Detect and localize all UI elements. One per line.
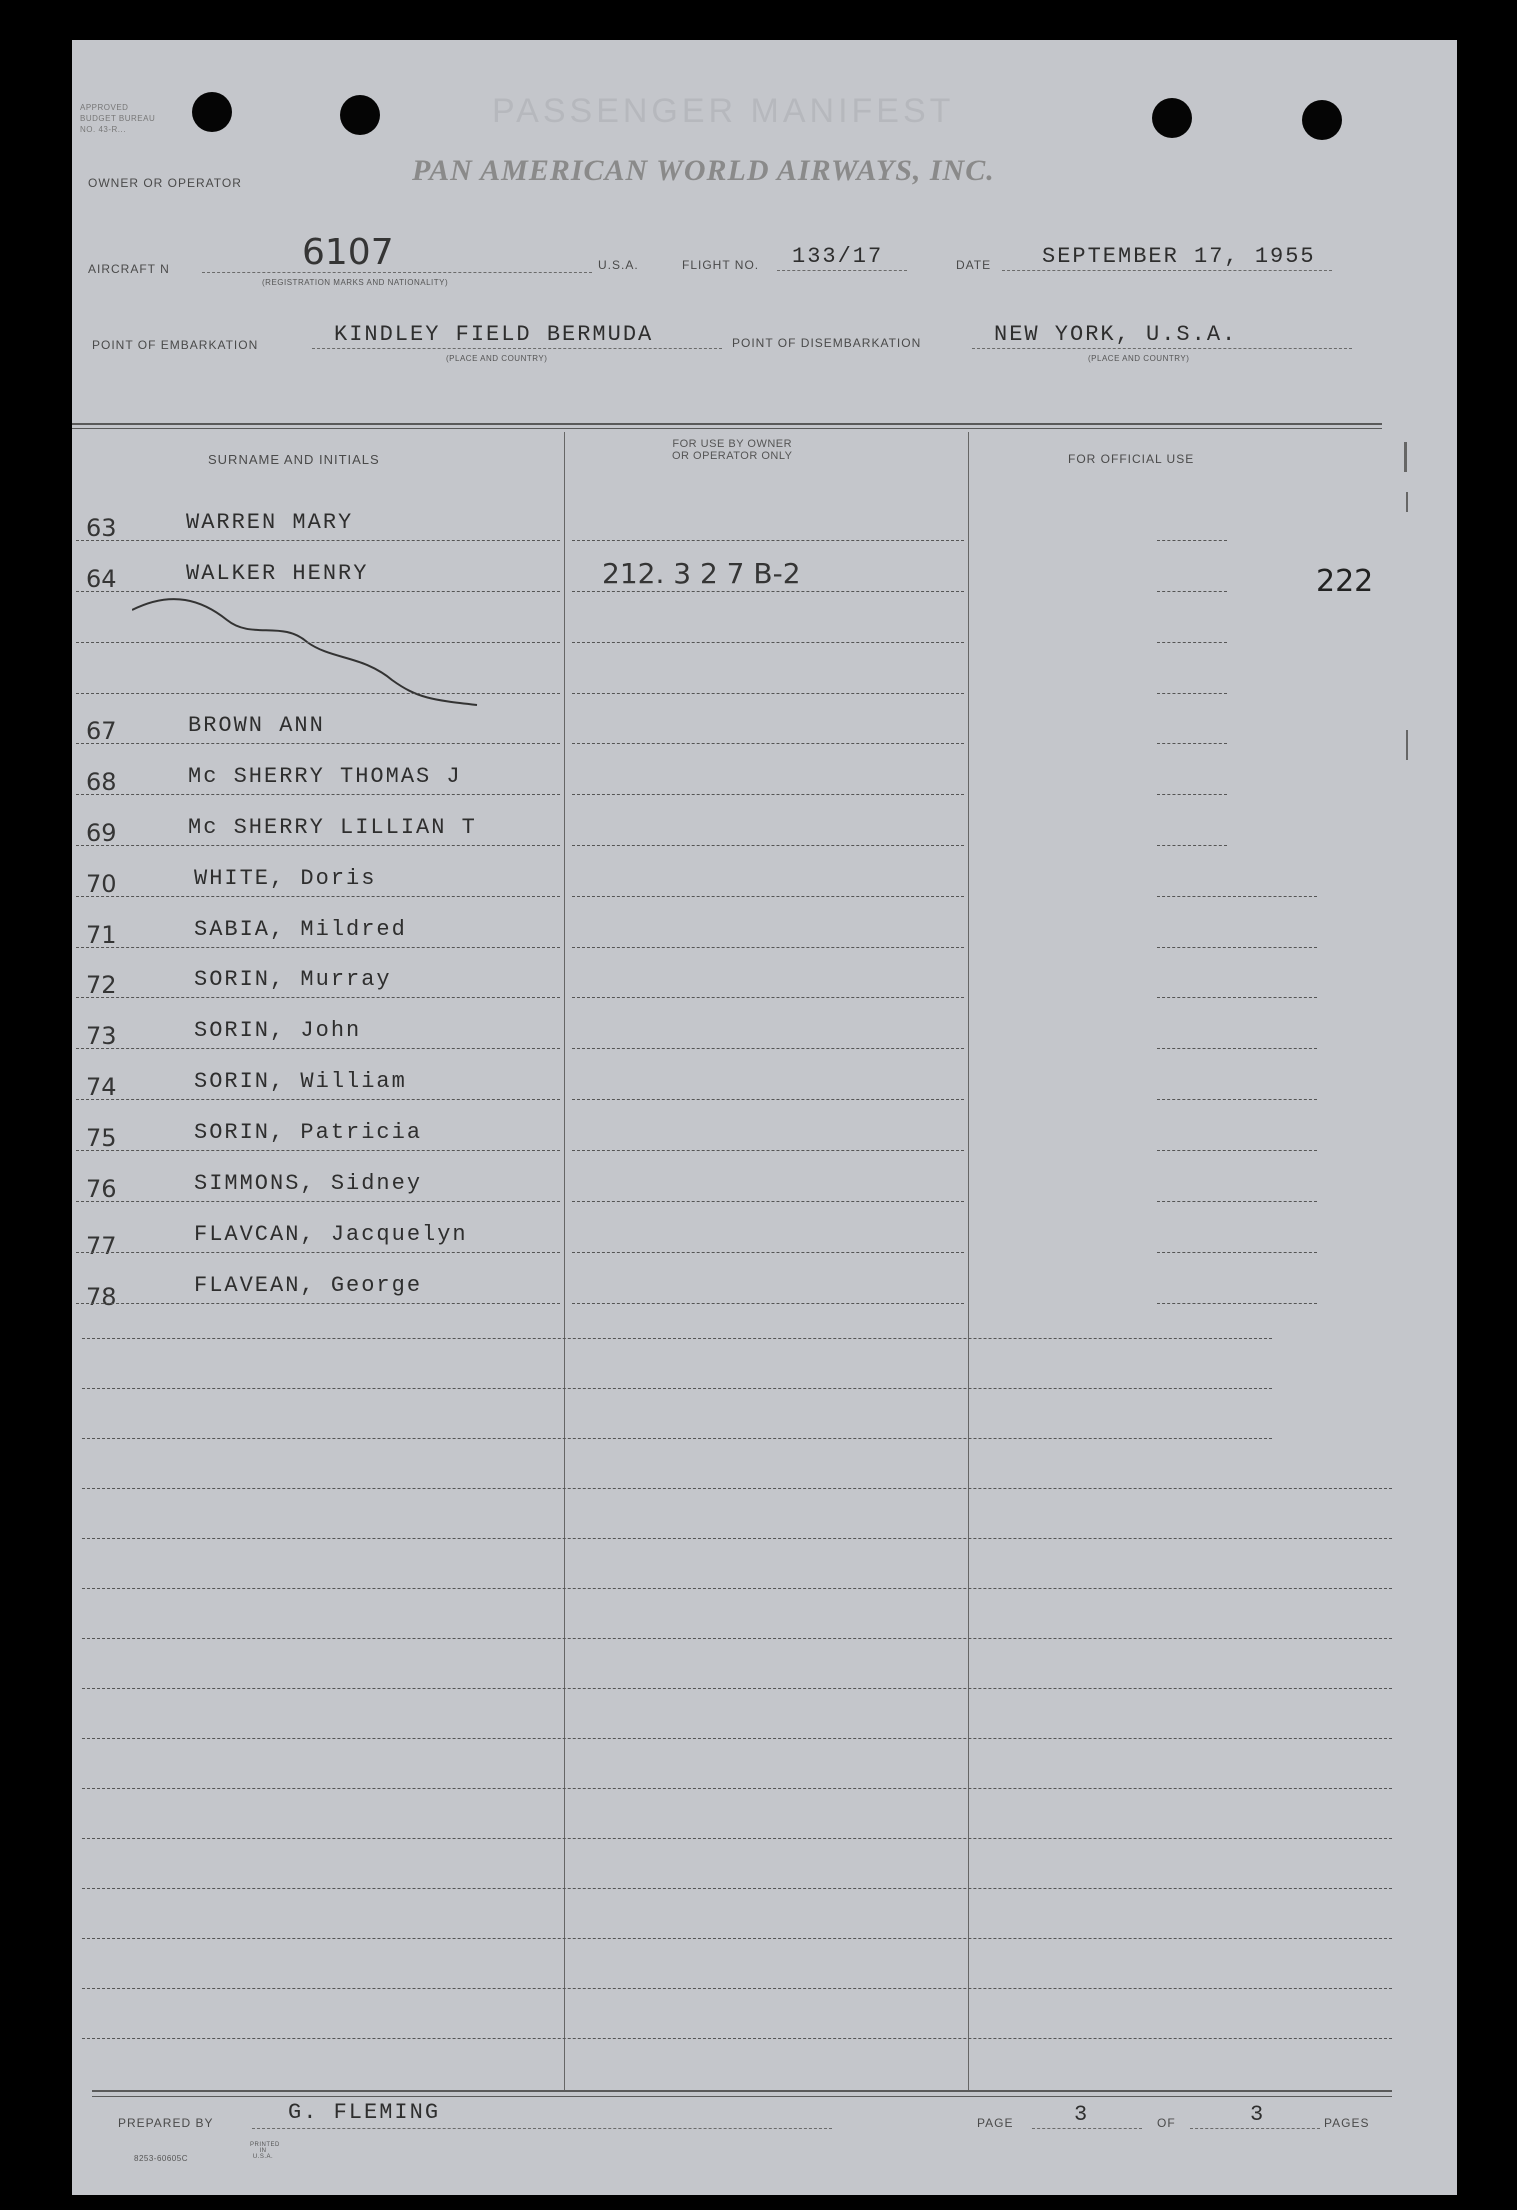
disembarkation-value: NEW YORK, U.S.A. (994, 322, 1238, 347)
passenger-name: SORIN, Murray (194, 967, 392, 992)
approval-stamp: APPROVED BUDGET BUREAU NO. 43-R... (80, 103, 156, 134)
passenger-row (72, 705, 1457, 755)
passenger-name: SORIN, William (194, 1069, 407, 1094)
prepared-value: G. FLEMING (288, 2100, 441, 2125)
passenger-row (72, 655, 1457, 705)
of-label: OF (1157, 2116, 1176, 2130)
flight-value: 133/17 (792, 244, 884, 269)
passenger-row (72, 1214, 1457, 1264)
passenger-name: WHITE, Doris (194, 866, 377, 891)
aircraft-label: AIRCRAFT N (88, 262, 170, 276)
flight-label: FLIGHT NO. (682, 258, 760, 272)
passenger-row (72, 1061, 1457, 1111)
embarkation-value: KINDLEY FIELD BERMUDA (334, 322, 654, 347)
pages-label: PAGES (1324, 2116, 1370, 2130)
passenger-number: 71 (86, 921, 117, 949)
punch-hole (1152, 98, 1192, 138)
embarkation-note: (PLACE AND COUNTRY) (446, 354, 548, 363)
passenger-number: 67 (86, 717, 117, 745)
passenger-number: 75 (86, 1124, 117, 1152)
embarkation-label: POINT OF EMBARKATION (92, 338, 259, 352)
passenger-name: SABIA, Mildred (194, 917, 407, 942)
aircraft-value: 6107 (302, 232, 394, 273)
column-official-use: FOR OFFICIAL USE (1068, 452, 1195, 466)
disembarkation-label: POINT OF DISEMBARKATION (732, 336, 922, 350)
prepared-label: PREPARED BY (118, 2116, 214, 2130)
form-title: PASSENGER MANIFEST (492, 92, 955, 130)
page-value: 3 (1074, 2102, 1090, 2127)
passenger-number: 76 (86, 1175, 117, 1203)
passenger-number: 77 (86, 1232, 117, 1260)
passenger-name: WALKER HENRY (186, 561, 369, 586)
passenger-number: 74 (86, 1073, 117, 1101)
passenger-number: 63 (86, 514, 117, 542)
manifest-sheet (72, 40, 1457, 2195)
registration-note: (REGISTRATION MARKS AND NATIONALITY) (262, 278, 449, 287)
passenger-row (72, 1163, 1457, 1213)
passenger-name: Mc SHERRY THOMAS J (188, 764, 462, 789)
page-label: PAGE (977, 2116, 1014, 2130)
date-value: SEPTEMBER 17, 1955 (1042, 244, 1316, 269)
passenger-row (72, 502, 1457, 552)
passenger-row (72, 959, 1457, 1009)
column-surname: SURNAME AND INITIALS (208, 452, 380, 467)
punch-hole (340, 95, 380, 135)
usa-label: U.S.A. (598, 258, 639, 272)
owner-label: OWNER OR OPERATOR (88, 176, 242, 190)
passenger-number: 70 (86, 870, 117, 898)
passenger-row (72, 909, 1457, 959)
passenger-row (72, 807, 1457, 857)
disembarkation-note: (PLACE AND COUNTRY) (1088, 354, 1190, 363)
passenger-name: SIMMONS, Sidney (194, 1171, 423, 1196)
form-number: 8253-60605C (134, 2154, 188, 2163)
of-value: 3 (1250, 2102, 1266, 2127)
passenger-number: 78 (86, 1283, 117, 1311)
passenger-row (72, 1265, 1457, 1315)
passenger-row (72, 553, 1457, 603)
owner-use-entry: 212. 3 2 7 B-2 (602, 557, 801, 590)
passenger-name: FLAVCAN, Jacquelyn (194, 1222, 468, 1247)
punch-hole (192, 92, 232, 132)
passenger-name: FLAVEAN, George (194, 1273, 423, 1298)
airline-name: PAN AMERICAN WORLD AIRWAYS, INC. (412, 154, 995, 187)
passenger-row (72, 1112, 1457, 1162)
passenger-name: SORIN, John (194, 1018, 362, 1043)
passenger-row (72, 756, 1457, 806)
date-label: DATE (956, 258, 992, 272)
passenger-row (72, 858, 1457, 908)
margin-number: 222 (1316, 564, 1374, 599)
passenger-row (72, 1010, 1457, 1060)
passenger-number: 73 (86, 1022, 117, 1050)
column-owner-use: FOR USE BY OWNER OR OPERATOR ONLY (672, 438, 793, 462)
punch-hole (1302, 100, 1342, 140)
passenger-name: Mc SHERRY LILLIAN T (188, 815, 477, 840)
passenger-number: 68 (86, 768, 117, 796)
passenger-name: BROWN ANN (188, 713, 325, 738)
passenger-number: 72 (86, 971, 117, 999)
printed-note: PRINTED IN U.S.A. (250, 2142, 280, 2160)
passenger-name: WARREN MARY (186, 510, 354, 535)
passenger-name: SORIN, Patricia (194, 1120, 423, 1145)
passenger-number: 69 (86, 819, 117, 847)
passenger-row (72, 604, 1457, 654)
passenger-number: 64 (86, 565, 117, 593)
